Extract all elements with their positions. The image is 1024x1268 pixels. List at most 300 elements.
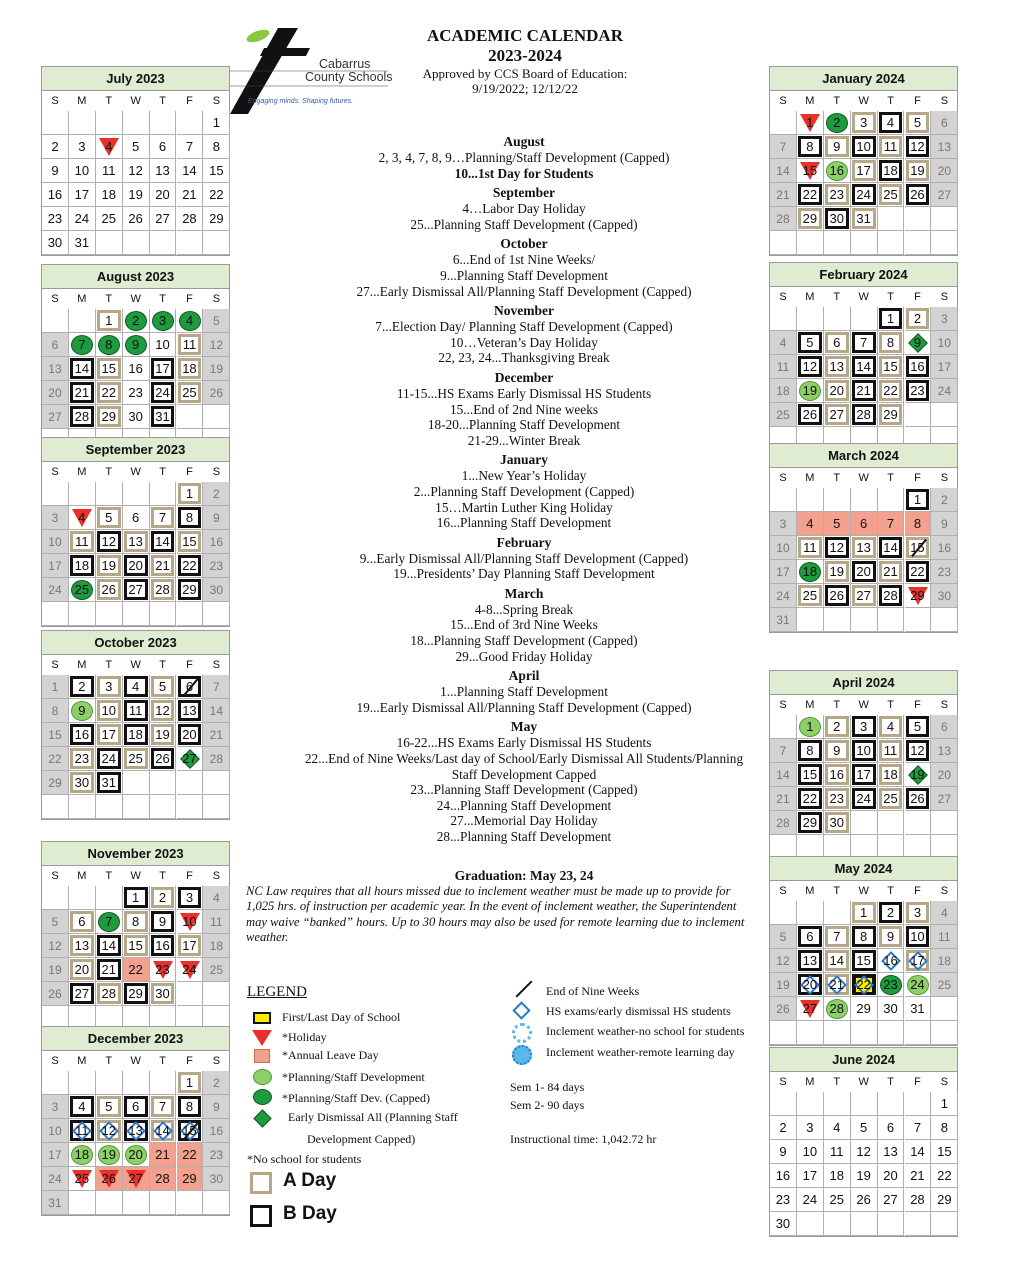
day-number: 16 (775, 1168, 791, 1183)
day-number: 14 (883, 540, 898, 555)
calendar-day (150, 159, 177, 183)
calendar-day (824, 1188, 851, 1212)
calendar-day (177, 506, 204, 530)
calendar-day (931, 949, 958, 973)
weekday-header: S (779, 291, 787, 303)
day-number: 21 (829, 977, 844, 992)
calendar-day (123, 1095, 150, 1119)
weekday-header: W (130, 659, 141, 671)
day-number: 2 (132, 313, 140, 328)
calendar-day (878, 536, 905, 560)
weekday-header: S (940, 699, 949, 711)
calendar-day (203, 1143, 230, 1167)
day-number: 5 (51, 915, 59, 929)
day-number: 24 (101, 751, 116, 766)
day-number: 2 (779, 1120, 787, 1135)
day-number: 19 (856, 1168, 871, 1183)
day-number: 6 (78, 914, 86, 929)
calendar-day (851, 1140, 878, 1164)
day-number: 20 (48, 386, 62, 400)
event-line: 15...End of 3rd Nine Weeks (450, 617, 598, 633)
day-number: 22 (48, 752, 62, 766)
weekday-header: W (858, 95, 869, 107)
day-number: 31 (155, 409, 170, 424)
day-number: 2 (212, 487, 220, 501)
day-number: 7 (158, 510, 167, 525)
day-number: 6 (51, 338, 59, 352)
day-number: 28 (155, 582, 170, 597)
empty-day-cell (150, 482, 177, 506)
calendar-day (905, 159, 932, 183)
day-number: 11 (128, 703, 143, 718)
calendar-day (797, 331, 824, 355)
calendar-day (69, 530, 96, 554)
calendar-day (905, 763, 932, 787)
calendar-day (851, 536, 878, 560)
day-number: 11 (182, 337, 197, 352)
day-number: 11 (883, 139, 898, 154)
day-number: 12 (856, 1144, 871, 1159)
empty-day-cell (203, 405, 230, 429)
day-number: 25 (776, 408, 790, 422)
calendar-day (42, 934, 69, 958)
calendar-day (851, 135, 878, 159)
day-number: 26 (101, 582, 116, 597)
weekday-header: S (779, 885, 787, 897)
weekday-header: S (779, 1076, 787, 1088)
weekday-header: T (833, 885, 841, 897)
calendar-day (42, 135, 69, 159)
calendar-day (42, 578, 69, 602)
day-number: 14 (776, 768, 790, 782)
day-number: 20 (128, 1147, 143, 1162)
day-number: 13 (128, 534, 143, 549)
day-number: 23 (209, 1148, 224, 1162)
day-number: 10 (937, 336, 952, 350)
day-number: 12 (101, 534, 116, 549)
day-number: 20 (829, 383, 844, 398)
weekday-header: F (186, 95, 193, 107)
empty-day-cell (878, 488, 905, 512)
calendar-day (150, 405, 177, 429)
calendar-day (150, 578, 177, 602)
calendar-day (770, 925, 797, 949)
day-number: 16 (937, 541, 952, 555)
day-number: 2 (913, 311, 922, 326)
day-number: 10 (74, 163, 90, 178)
calendar-day (851, 763, 878, 787)
weekday-header: S (779, 699, 787, 711)
empty-day-cell (851, 307, 878, 331)
empty-day-cell (123, 795, 150, 819)
day-number: 1 (860, 905, 868, 920)
day-number: 27 (128, 1171, 143, 1186)
weekday-header: S (51, 659, 59, 671)
day-number: 17 (856, 163, 871, 178)
logo-wordmark (305, 58, 393, 84)
calendar-day (824, 403, 851, 427)
calendar-day (96, 910, 123, 934)
empty-day-cell (150, 602, 177, 626)
event-line: 9...Early Dismissal All/Planning Staff Development (Capped) (359, 550, 689, 566)
day-number: 29 (802, 815, 818, 830)
day-number: 3 (913, 905, 922, 920)
day-number: 19 (155, 727, 170, 742)
day-number: 9 (833, 743, 841, 758)
calendar-june-2024 (769, 1047, 958, 1237)
calendar-day (851, 159, 878, 183)
weekday-header: M (805, 472, 815, 484)
day-number: 20 (937, 768, 952, 782)
weekday-header: S (212, 293, 221, 305)
weekday-header: M (77, 1055, 87, 1067)
calendar-day (851, 512, 878, 536)
calendar-day (96, 699, 123, 723)
empty-day-cell (177, 231, 204, 255)
day-number: 22 (802, 187, 818, 202)
day-number: 15 (937, 1144, 952, 1159)
planning-circle-icon (253, 1069, 272, 1085)
day-number: 19 (802, 383, 818, 398)
weekday-header: W (858, 1076, 869, 1088)
calendar-day (96, 675, 123, 699)
day-number: 1 (105, 313, 113, 328)
day-number: 27 (937, 188, 952, 202)
weekday-header: W (858, 885, 869, 897)
event-line: 16...Planning Staff Development (436, 515, 612, 531)
empty-day-cell (931, 997, 958, 1021)
day-number: 30 (128, 409, 143, 424)
legend-annual-leave: *Annual Leave Day (282, 1048, 379, 1062)
calendar-day (203, 1119, 230, 1143)
empty-day-cell (177, 111, 204, 135)
calendar-day (797, 811, 824, 835)
calendar-day (42, 910, 69, 934)
day-number: 27 (883, 1192, 898, 1207)
day-number: 15 (48, 728, 62, 742)
calendar-day (150, 357, 177, 381)
calendar-day (878, 584, 905, 608)
calendar-day (42, 333, 69, 357)
day-number: 11 (803, 540, 817, 555)
day-number: 22 (910, 564, 925, 579)
calendar-day (931, 135, 958, 159)
calendar-day (123, 747, 150, 771)
day-number: 11 (101, 163, 116, 178)
calendar-day (851, 331, 878, 355)
weekday-header: T (105, 870, 113, 882)
weekday-header: T (833, 699, 841, 711)
empty-day-cell (123, 1071, 150, 1095)
day-number: 6 (132, 510, 140, 525)
calendar-day (123, 982, 150, 1006)
day-number: 21 (155, 1147, 170, 1162)
day-number: 28 (776, 212, 790, 226)
day-number: 5 (105, 510, 113, 525)
day-number: 13 (48, 362, 62, 376)
empty-day-cell (878, 811, 905, 835)
day-number: 24 (48, 1172, 62, 1186)
calendar-day (42, 405, 69, 429)
day-number: 15 (182, 1123, 197, 1138)
day-number: 6 (833, 335, 841, 350)
weekday-header: T (105, 95, 113, 107)
calendar-day (931, 488, 958, 512)
calendar-day (150, 675, 177, 699)
day-number: 15 (182, 534, 197, 549)
weekday-header: S (212, 1055, 221, 1067)
calendar-day (878, 973, 905, 997)
calendar-day (905, 379, 932, 403)
day-number: 5 (105, 1099, 113, 1114)
calendar-day (905, 997, 932, 1021)
inclement-no-school-icon (512, 1023, 532, 1043)
day-number: 29 (883, 407, 898, 422)
weekday-header: F (186, 293, 193, 305)
calendar-day (878, 355, 905, 379)
event-line: 24...Planning Staff Development (436, 797, 612, 813)
day-number: 9 (158, 914, 167, 929)
calendar-day (905, 331, 932, 355)
calendar-day (797, 997, 824, 1021)
calendar-day (150, 333, 177, 357)
day-number: 9 (940, 517, 948, 531)
day-number: 1 (913, 492, 922, 507)
calendar-day (69, 958, 96, 982)
calendar-month-title: January 2024 (770, 67, 957, 91)
empty-day-cell (123, 602, 150, 626)
empty-day-cell (905, 403, 932, 427)
event-line: 23...Planning Staff Development (Capped) (410, 782, 638, 798)
day-number: 5 (132, 139, 140, 154)
weekday-header: S (51, 1055, 59, 1067)
calendar-day (203, 506, 230, 530)
legend-early-dismissal-1: Early Dismissal All (Planning Staff (288, 1110, 458, 1124)
calendar-september-2023 (41, 437, 230, 627)
empty-day-cell (69, 111, 96, 135)
calendar-day (69, 357, 96, 381)
day-number: 22 (182, 1147, 197, 1162)
day-number: 31 (48, 1196, 62, 1210)
event-line: 19...Presidents’ Day Planning Staff Development (393, 566, 655, 582)
calendar-day (797, 1164, 824, 1188)
calendar-month-title: December 2023 (42, 1027, 229, 1051)
event-line: 6...End of 1st Nine Weeks/ (452, 252, 596, 268)
day-number: 22 (101, 385, 116, 400)
calendar-day (150, 530, 177, 554)
calendar-day (69, 723, 96, 747)
calendar-day (42, 1119, 69, 1143)
empty-day-cell (851, 608, 878, 632)
day-number: 18 (802, 564, 818, 579)
day-number: 23 (829, 791, 844, 806)
day-number: 9 (779, 1144, 787, 1159)
empty-day-cell (905, 1021, 932, 1045)
day-number: 4 (212, 891, 220, 905)
calendar-day (42, 207, 69, 231)
calendar-day (203, 578, 230, 602)
event-line: 27...Memorial Day Holiday (450, 813, 598, 829)
day-number: 7 (78, 337, 86, 352)
empty-day-cell (123, 231, 150, 255)
calendar-day (824, 811, 851, 835)
calendar-october-2023 (41, 630, 230, 820)
day-number: 11 (938, 930, 951, 944)
empty-day-cell (69, 886, 96, 910)
calendar-day (878, 1140, 905, 1164)
day-number: 13 (802, 953, 818, 968)
approval-dates: 9/19/2022; 12/12/22 (472, 81, 578, 96)
calendar-day (123, 1143, 150, 1167)
day-number: 18 (883, 163, 898, 178)
day-number: 8 (132, 914, 140, 929)
empty-day-cell (931, 403, 958, 427)
empty-day-cell (150, 1071, 177, 1095)
day-number: 14 (182, 163, 197, 178)
day-number: 18 (128, 727, 143, 742)
calendar-day (851, 584, 878, 608)
calendar-day (824, 183, 851, 207)
weekday-header: S (212, 466, 221, 478)
calendar-day (177, 934, 204, 958)
weekday-header: W (130, 95, 141, 107)
calendar-day (42, 675, 69, 699)
day-number: 30 (209, 583, 224, 597)
day-number: 5 (833, 516, 841, 531)
calendar-day (905, 135, 932, 159)
event-month-heading: October (500, 236, 548, 252)
calendar-day (203, 554, 230, 578)
legend-early-dismissal-2: Development Capped) (307, 1132, 416, 1146)
day-number: 18 (209, 939, 224, 953)
calendar-day (150, 183, 177, 207)
empty-day-cell (123, 771, 150, 795)
empty-day-cell (69, 309, 96, 333)
day-number: 29 (182, 1171, 197, 1186)
day-number: 5 (806, 335, 814, 350)
day-number: 26 (128, 211, 143, 226)
day-number: 30 (937, 589, 952, 603)
day-number: 25 (802, 588, 818, 603)
event-line: 2...Planning Staff Development (Capped) (413, 483, 635, 499)
calendar-day (177, 886, 204, 910)
day-number: 5 (158, 679, 167, 694)
weekday-header: W (130, 466, 141, 478)
calendar-day (851, 787, 878, 811)
instructional-time: Instructional time: 1,042.72 hr (510, 1132, 657, 1146)
day-number: 19 (48, 963, 62, 977)
event-line: Staff Development Capped (451, 766, 597, 782)
event-line: 19...Early Dismissal All/Planning Staff Development (Capped) (356, 699, 692, 715)
empty-day-cell (905, 207, 932, 231)
calendar-day (96, 135, 123, 159)
weekday-header: T (833, 472, 841, 484)
weekday-header: T (105, 1055, 113, 1067)
empty-day-cell (69, 482, 96, 506)
calendar-day (824, 159, 851, 183)
calendar-day (123, 183, 150, 207)
event-month-heading: April (508, 668, 540, 684)
approval-text: Approved by CCS Board of Education: (422, 66, 628, 81)
day-number: 14 (101, 938, 116, 953)
day-number: 18 (829, 1168, 844, 1183)
end-nine-weeks-slash-icon (516, 981, 533, 998)
day-number: 22 (883, 383, 898, 398)
day-number: 28 (776, 816, 790, 830)
empty-day-cell (878, 207, 905, 231)
day-number: 16 (209, 1124, 224, 1138)
weekday-header: S (212, 95, 221, 107)
weekday-header: S (940, 95, 949, 107)
day-number: 30 (829, 211, 844, 226)
day-number: 7 (158, 1099, 167, 1114)
day-number: 26 (776, 1002, 790, 1016)
day-number: 16 (910, 359, 925, 374)
calendar-day (177, 482, 204, 506)
calendar-day (150, 1095, 177, 1119)
calendar-day (42, 554, 69, 578)
day-number: 13 (937, 140, 952, 154)
empty-day-cell (824, 1021, 851, 1045)
empty-day-cell (824, 231, 851, 255)
weekday-header: S (940, 472, 949, 484)
day-number: 19 (101, 1147, 116, 1162)
empty-day-cell (797, 901, 824, 925)
day-number: 1 (886, 311, 895, 326)
calendar-day (123, 675, 150, 699)
day-number: 14 (910, 1144, 925, 1159)
day-number: 15 (802, 767, 818, 782)
day-number: 24 (856, 187, 871, 202)
calendar-day (69, 183, 96, 207)
empty-day-cell (824, 1212, 851, 1236)
day-number: 26 (910, 187, 925, 202)
weekday-header: S (212, 870, 221, 882)
day-number: 23 (47, 211, 63, 226)
day-number: 13 (856, 540, 871, 555)
event-line: 21-29...Winter Break (467, 432, 581, 448)
calendar-day (150, 910, 177, 934)
calendar-day (851, 111, 878, 135)
calendar-day (150, 886, 177, 910)
day-number: 20 (856, 564, 871, 579)
empty-day-cell (150, 111, 177, 135)
weekday-header: W (130, 293, 141, 305)
calendar-day (177, 675, 204, 699)
day-number: 12 (829, 540, 844, 555)
day-number: 26 (829, 588, 844, 603)
day-number: 23 (937, 565, 952, 579)
day-number: 4 (78, 510, 86, 525)
calendar-day (797, 135, 824, 159)
calendar-day (123, 699, 150, 723)
day-number: 8 (913, 516, 922, 531)
event-month-heading: February (496, 534, 552, 550)
calendar-day (203, 333, 230, 357)
empty-day-cell (96, 111, 123, 135)
day-number: 4 (132, 679, 140, 694)
empty-day-cell (931, 1021, 958, 1045)
day-number: 17 (802, 1168, 818, 1183)
day-number: 13 (937, 744, 952, 758)
calendar-day (797, 763, 824, 787)
empty-day-cell (851, 488, 878, 512)
empty-day-cell (878, 608, 905, 632)
calendar-day (931, 1116, 958, 1140)
calendar-day (203, 357, 230, 381)
day-number: 2 (940, 493, 948, 507)
calendar-day (797, 111, 824, 135)
